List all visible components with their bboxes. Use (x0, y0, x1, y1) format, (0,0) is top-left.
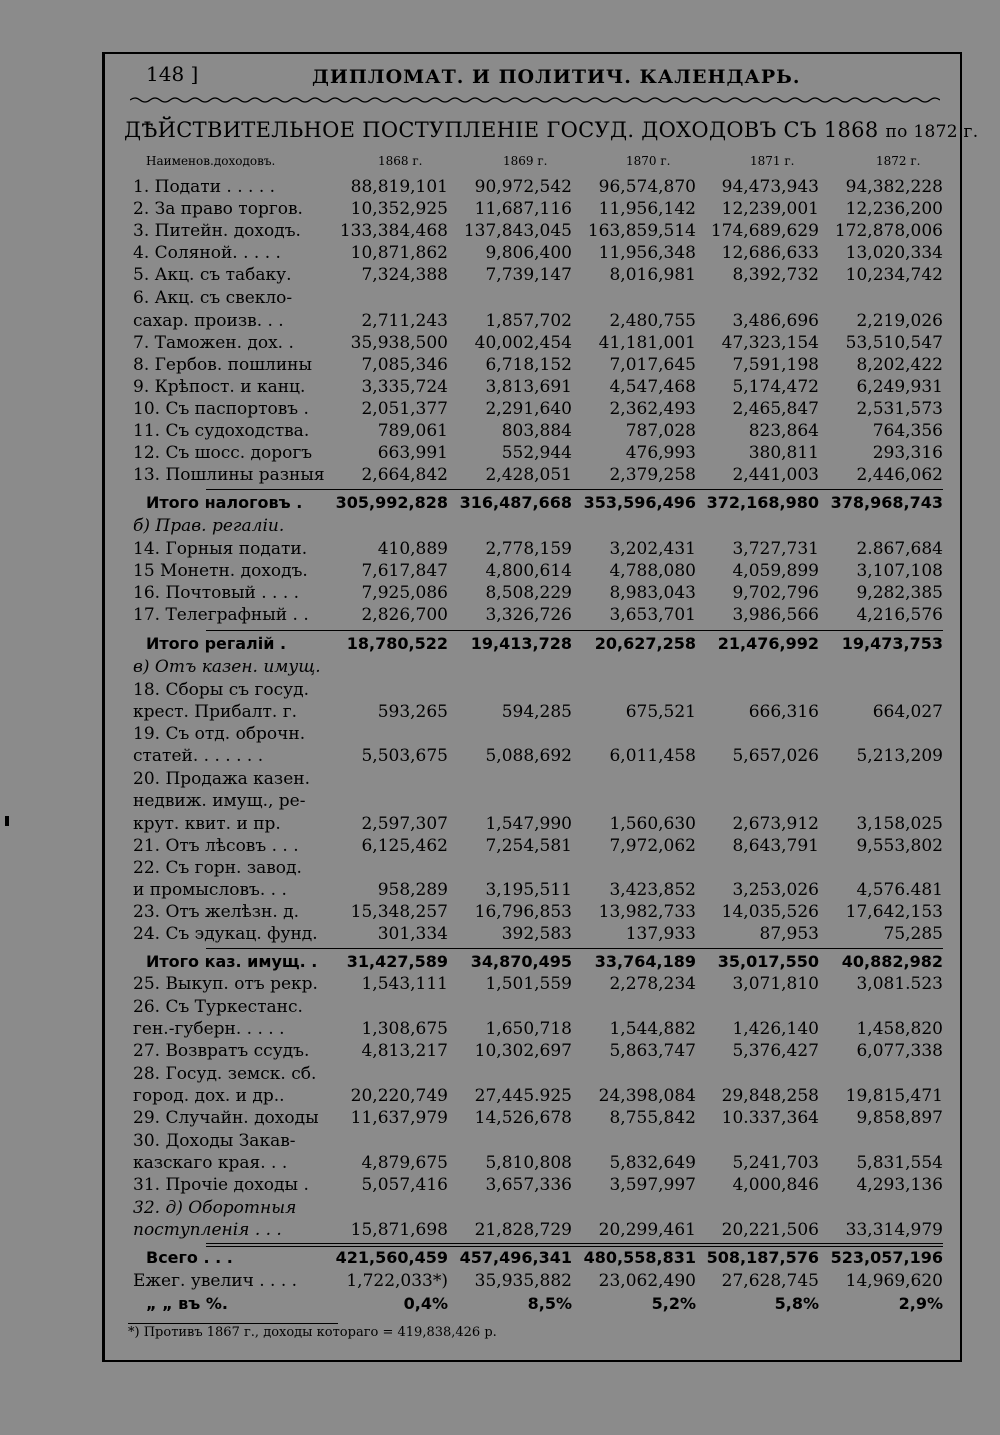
cell-value: 18,780,522 (346, 634, 448, 653)
cell-value: 133,384,468 (339, 221, 448, 241)
cell-value: 6,718,152 (485, 355, 572, 375)
cell-value: 823,864 (748, 421, 819, 441)
cell-value: 2,826,700 (361, 605, 448, 625)
cell-value: 305,992,828 (335, 493, 448, 512)
cell-value: 2,278,234 (609, 974, 696, 994)
row-label: 15 Монетн. доходъ. (133, 561, 308, 581)
cell-value: 3,195,511 (485, 880, 572, 900)
cell-value: 4,788,080 (609, 561, 696, 581)
cell-value: 2,428,051 (485, 465, 572, 485)
cell-value: 3,202,431 (609, 539, 696, 559)
row-label: поступленія . . . (133, 1220, 282, 1240)
row-label: Итого каз. имущ. . (146, 952, 318, 971)
cell-value: 664,027 (872, 702, 943, 722)
cell-value: 5,8% (774, 1294, 819, 1313)
cell-value: 3,158,025 (856, 814, 943, 834)
cell-value: 4,293,136 (856, 1175, 943, 1195)
cell-value: 3,986,566 (732, 605, 819, 625)
row-label: 24. Съ эдукац. фунд. (133, 924, 318, 944)
cell-value: 174,689,629 (710, 221, 819, 241)
cell-value: 803,884 (501, 421, 572, 441)
cell-value: 666,316 (748, 702, 819, 722)
cell-value: 47,323,154 (721, 333, 819, 353)
cell-value: 19,815,471 (845, 1086, 943, 1106)
cell-value: 1,308,675 (361, 1019, 448, 1039)
cell-value: 8,643,791 (732, 836, 819, 856)
row-label: 11. Съ судоходства. (133, 421, 310, 441)
cell-value: 29,848,258 (721, 1086, 819, 1106)
cell-value: 392,583 (501, 924, 572, 944)
cell-value: 3,813,691 (485, 377, 572, 397)
cell-value: 7,017,645 (609, 355, 696, 375)
cell-value: 9,553,802 (856, 836, 943, 856)
cell-value: 2,362,493 (609, 399, 696, 419)
cell-value: 3,597,997 (609, 1175, 696, 1195)
cell-value: 380,811 (748, 443, 819, 463)
cell-value: 7,591,198 (732, 355, 819, 375)
cell-value: 2,711,243 (361, 311, 448, 331)
cell-value: 75,285 (883, 924, 943, 944)
footnote: *) Противъ 1867 г., доходы котораго = 419,838,426 р. (128, 1325, 497, 1340)
cell-value: 2,9% (898, 1294, 943, 1313)
row-label: 12. Съ шосс. дорогъ (133, 443, 313, 463)
cell-value: 7,324,388 (361, 265, 448, 285)
cell-value: 7,617,847 (361, 561, 448, 581)
cell-value: 594,285 (501, 702, 572, 722)
cell-value: 17,642,153 (845, 902, 943, 922)
cell-value: 19,473,753 (841, 634, 943, 653)
total-rule (206, 948, 943, 949)
row-label: 5. Акц. съ табаку. (133, 265, 292, 285)
cell-value: 10,871,862 (350, 243, 448, 263)
cell-value: 9,858,897 (856, 1108, 943, 1128)
cell-value: 2,778,159 (485, 539, 572, 559)
table-title (124, 118, 978, 142)
cell-value: 2,531,573 (856, 399, 943, 419)
cell-value: 23,062,490 (598, 1271, 696, 1291)
row-label: 3. Питейн. доходъ. (133, 221, 301, 241)
cell-value: 1,857,702 (485, 311, 572, 331)
cell-value: 13,982,733 (598, 902, 696, 922)
cell-value: 11,956,348 (598, 243, 696, 263)
wavy-rule (130, 96, 940, 104)
cell-value: 675,521 (625, 702, 696, 722)
cell-value: 11,956,142 (598, 199, 696, 219)
row-label: в) Отъ казен. имущ. (133, 657, 321, 677)
row-label: 29. Случайн. доходы (133, 1108, 319, 1128)
cell-value: 40,882,982 (841, 952, 943, 971)
cell-value: 2,051,377 (361, 399, 448, 419)
cell-value: 316,487,668 (459, 493, 572, 512)
cell-value: 40,002,454 (474, 333, 572, 353)
cell-value: 2,219,026 (856, 311, 943, 331)
row-label: 17. Телеграфный . . (133, 605, 309, 625)
total-rule (206, 1246, 943, 1247)
header-1871: 1871 г. (750, 154, 795, 168)
row-label: б) Прав. регаліи. (133, 516, 285, 536)
header-1868: 1868 г. (378, 154, 423, 168)
header-name: Наименов.доходовъ. (146, 154, 276, 168)
cell-value: 293,316 (872, 443, 943, 463)
row-label: 30. Доходы Закав- (133, 1131, 296, 1151)
row-label: Ежег. увелич . . . . (133, 1271, 298, 1291)
row-label: 31. Прочіе доходы . (133, 1175, 309, 1195)
cell-value: 3,107,108 (856, 561, 943, 581)
cell-value: 1,722,033*) (346, 1271, 448, 1291)
cell-value: 16,796,853 (474, 902, 572, 922)
cell-value: 958,289 (377, 880, 448, 900)
cell-value: 35,017,550 (717, 952, 819, 971)
cell-value: 3,657,336 (485, 1175, 572, 1195)
cell-value: 378,968,743 (830, 493, 943, 512)
cell-value: 94,382,228 (845, 177, 943, 197)
cell-value: 1,426,140 (732, 1019, 819, 1039)
row-label: 27. Возвратъ ссудъ. (133, 1041, 310, 1061)
cell-value: 88,819,101 (350, 177, 448, 197)
cell-value: 787,028 (625, 421, 696, 441)
row-label: 8. Гербов. пошлины (133, 355, 313, 375)
cell-value: 1,544,882 (609, 1019, 696, 1039)
row-label: 23. Отъ желѣзн. д. (133, 902, 300, 922)
cell-value: 5,831,554 (856, 1153, 943, 1173)
row-label: 6. Акц. съ свекло- (133, 288, 293, 308)
row-label: Всего . . . (146, 1248, 233, 1267)
row-label: крест. Прибалт. г. (133, 702, 298, 722)
page-number: 148 ] (146, 62, 199, 86)
cell-value: 7,739,147 (485, 265, 572, 285)
cell-value: 5,2% (651, 1294, 696, 1313)
cell-value: 2,597,307 (361, 814, 448, 834)
cell-value: 3,727,731 (732, 539, 819, 559)
title-tail: по 1872 г. (885, 122, 979, 142)
row-label: крут. квит. и пр. (133, 814, 281, 834)
cell-value: 4,547,468 (609, 377, 696, 397)
row-label: ген.-губерн. . . . . (133, 1019, 285, 1039)
cell-value: 2,379,258 (609, 465, 696, 485)
row-label: и промысловъ. . . (133, 880, 287, 900)
cell-value: 3,653,701 (609, 605, 696, 625)
cell-value: 8,755,842 (609, 1108, 696, 1128)
cell-value: 1,650,718 (485, 1019, 572, 1039)
cell-value: 20,627,258 (594, 634, 696, 653)
total-rule (206, 489, 943, 490)
row-label: 16. Почтовый . . . . (133, 583, 300, 603)
cell-value: 1,458,820 (856, 1019, 943, 1039)
row-label: 13. Пошлины разныя (133, 465, 325, 485)
cell-value: 10,234,742 (845, 265, 943, 285)
cell-value: 5,241,703 (732, 1153, 819, 1173)
row-label: 9. Крѣпост. и канц. (133, 377, 306, 397)
cell-value: 3,326,726 (485, 605, 572, 625)
cell-value: 5,810,808 (485, 1153, 572, 1173)
cell-value: 14,526,678 (474, 1108, 572, 1128)
cell-value: 3,071,810 (732, 974, 819, 994)
cell-value: 14,035,526 (721, 902, 819, 922)
cell-value: 33,314,979 (845, 1220, 943, 1240)
cell-value: 3,253,026 (732, 880, 819, 900)
row-label: Итого налоговъ . (146, 493, 303, 512)
cell-value: 7,085,346 (361, 355, 448, 375)
row-label: 14. Горныя подати. (133, 539, 308, 559)
total-rule (206, 630, 943, 631)
row-label: 10. Съ паспортовъ . (133, 399, 309, 419)
cell-value: 410,889 (377, 539, 448, 559)
title-main: ДѢЙСТВИТЕЛЬНОЕ ПОСТУПЛЕНІЕ ГОСУД. ДОХОДОВЪ СЪ 1868 (124, 118, 879, 142)
cell-value: 508,187,576 (706, 1248, 819, 1267)
cell-value: 9,702,796 (732, 583, 819, 603)
cell-value: 4,059,899 (732, 561, 819, 581)
cell-value: 172,878,006 (834, 221, 943, 241)
cell-value: 10.337,364 (721, 1108, 819, 1128)
cell-value: 523,057,196 (830, 1248, 943, 1267)
cell-value: 2,465,847 (732, 399, 819, 419)
row-label: 20. Продажа казен. (133, 769, 310, 789)
cell-value: 7,972,062 (609, 836, 696, 856)
cell-value: 2,291,640 (485, 399, 572, 419)
cell-value: 8,5% (527, 1294, 572, 1313)
cell-value: 4,800,614 (485, 561, 572, 581)
row-label: 4. Соляной. . . . . (133, 243, 281, 263)
row-label: Итого регалій . (146, 634, 287, 653)
cell-value: 4,576.481 (856, 880, 943, 900)
row-label: 28. Госуд. земск. сб. (133, 1064, 317, 1084)
cell-value: 3,486,696 (732, 311, 819, 331)
cell-value: 12,239,001 (721, 199, 819, 219)
cell-value: 20,220,749 (350, 1086, 448, 1106)
cell-value: 2,480,755 (609, 311, 696, 331)
cell-value: 764,356 (872, 421, 943, 441)
row-label: недвиж. имущ., ре- (133, 791, 306, 811)
cell-value: 137,933 (625, 924, 696, 944)
cell-value: 8,202,422 (856, 355, 943, 375)
cell-value: 10,302,697 (474, 1041, 572, 1061)
cell-value: 552,944 (501, 443, 572, 463)
cell-value: 12,236,200 (845, 199, 943, 219)
cell-value: 15,348,257 (350, 902, 448, 922)
cell-value: 4,000,846 (732, 1175, 819, 1195)
cell-value: 4,879,675 (361, 1153, 448, 1173)
cell-value: 663,991 (377, 443, 448, 463)
cell-value: 2,446,062 (856, 465, 943, 485)
footnote-rule (128, 1323, 338, 1324)
cell-value: 6,077,338 (856, 1041, 943, 1061)
cell-value: 53,510,547 (845, 333, 943, 353)
cell-value: 2.867,684 (856, 539, 943, 559)
cell-value: 7,925,086 (361, 583, 448, 603)
cell-value: 11,637,979 (350, 1108, 448, 1128)
cell-value: 94,473,943 (721, 177, 819, 197)
cell-value: 5,832,649 (609, 1153, 696, 1173)
cell-value: 10,352,925 (350, 199, 448, 219)
cell-value: 27,628,745 (721, 1271, 819, 1291)
cell-value: 33,764,189 (594, 952, 696, 971)
cell-value: 12,686,633 (721, 243, 819, 263)
cell-value: 457,496,341 (459, 1248, 572, 1267)
header-1870: 1870 г. (626, 154, 671, 168)
cell-value: 35,938,500 (350, 333, 448, 353)
header-1872: 1872 г. (876, 154, 921, 168)
row-label: город. дох. и др.. (133, 1086, 285, 1106)
cell-value: 372,168,980 (706, 493, 819, 512)
cell-value: 20,299,461 (598, 1220, 696, 1240)
cell-value: 14,969,620 (845, 1271, 943, 1291)
row-label: казскаго края. . . (133, 1153, 288, 1173)
cell-value: 0,4% (403, 1294, 448, 1313)
cell-value: 5,213,209 (856, 746, 943, 766)
header-1869: 1869 г. (503, 154, 548, 168)
cell-value: 41,181,001 (598, 333, 696, 353)
cell-value: 96,574,870 (598, 177, 696, 197)
cell-value: 6,249,931 (856, 377, 943, 397)
cell-value: 6,125,462 (361, 836, 448, 856)
cell-value: 5,503,675 (361, 746, 448, 766)
cell-value: 789,061 (377, 421, 448, 441)
cell-value: 1,547,990 (485, 814, 572, 834)
row-label: 21. Отъ лѣсовъ . . . (133, 836, 299, 856)
cell-value: 5,057,416 (361, 1175, 448, 1195)
cell-value: 27,445.925 (474, 1086, 572, 1106)
cell-value: 8,983,043 (609, 583, 696, 603)
cell-value: 3,081.523 (856, 974, 943, 994)
cell-value: 480,558,831 (583, 1248, 696, 1267)
row-label: 22. Съ горн. завод. (133, 858, 302, 878)
row-label: статей. . . . . . . (133, 746, 264, 766)
cell-value: 4,813,217 (361, 1041, 448, 1061)
cell-value: 7,254,581 (485, 836, 572, 856)
cell-value: 21,828,729 (474, 1220, 572, 1240)
cell-value: 1,560,630 (609, 814, 696, 834)
cell-value: 5,657,026 (732, 746, 819, 766)
cell-value: 21,476,992 (717, 634, 819, 653)
cell-value: 1,543,111 (361, 974, 448, 994)
cell-value: 87,953 (759, 924, 819, 944)
cell-value: 2,664,842 (361, 465, 448, 485)
cell-value: 31,427,589 (346, 952, 448, 971)
cell-value: 4,216,576 (856, 605, 943, 625)
cell-value: 8,016,981 (609, 265, 696, 285)
cell-value: 35,935,882 (474, 1271, 572, 1291)
cell-value: 6,011,458 (609, 746, 696, 766)
cell-value: 20,221,506 (721, 1220, 819, 1240)
row-label: 1. Подати . . . . . (133, 177, 276, 197)
row-label: „ „ въ %. (146, 1294, 228, 1313)
cell-value: 34,870,495 (470, 952, 572, 971)
row-label: сахар. произв. . . (133, 311, 284, 331)
cell-value: 9,806,400 (485, 243, 572, 263)
cell-value: 5,174,472 (732, 377, 819, 397)
cell-value: 593,265 (377, 702, 448, 722)
cell-value: 5,088,692 (485, 746, 572, 766)
cell-value: 3,335,724 (361, 377, 448, 397)
cell-value: 24,398,084 (598, 1086, 696, 1106)
cell-value: 5,863,747 (609, 1041, 696, 1061)
cell-value: 3,423,852 (609, 880, 696, 900)
cell-value: 163,859,514 (587, 221, 696, 241)
cell-value: 5,376,427 (732, 1041, 819, 1061)
cell-value: 8,508,229 (485, 583, 572, 603)
row-label: 25. Выкуп. отъ рекр. (133, 974, 318, 994)
row-label: 26. Съ Туркестанс. (133, 997, 303, 1017)
row-label: 18. Сборы съ госуд. (133, 680, 310, 700)
row-label: 19. Съ отд. оброчн. (133, 724, 306, 744)
cell-value: 13,020,334 (845, 243, 943, 263)
cell-value: 8,392,732 (732, 265, 819, 285)
cell-value: 1,501,559 (485, 974, 572, 994)
cell-value: 2,673,912 (732, 814, 819, 834)
cell-value: 137,843,045 (463, 221, 572, 241)
cell-value: 2,441,003 (732, 465, 819, 485)
cell-value: 11,687,116 (474, 199, 572, 219)
cell-value: 15,871,698 (350, 1220, 448, 1240)
cell-value: 9,282,385 (856, 583, 943, 603)
row-label: 7. Таможен. дох. . (133, 333, 294, 353)
margin-mark (5, 816, 9, 826)
row-label: 32. д) Оборотныя (133, 1198, 297, 1218)
total-rule (206, 1243, 943, 1244)
running-head: ДИПЛОМАТ. И ПОЛИТИЧ. КАЛЕНДАРЬ. (312, 66, 801, 88)
cell-value: 19,413,728 (470, 634, 572, 653)
cell-value: 90,972,542 (474, 177, 572, 197)
cell-value: 353,596,496 (583, 493, 696, 512)
row-label: 2. За право торгов. (133, 199, 303, 219)
cell-value: 476,993 (625, 443, 696, 463)
cell-value: 421,560,459 (335, 1248, 448, 1267)
cell-value: 301,334 (377, 924, 448, 944)
